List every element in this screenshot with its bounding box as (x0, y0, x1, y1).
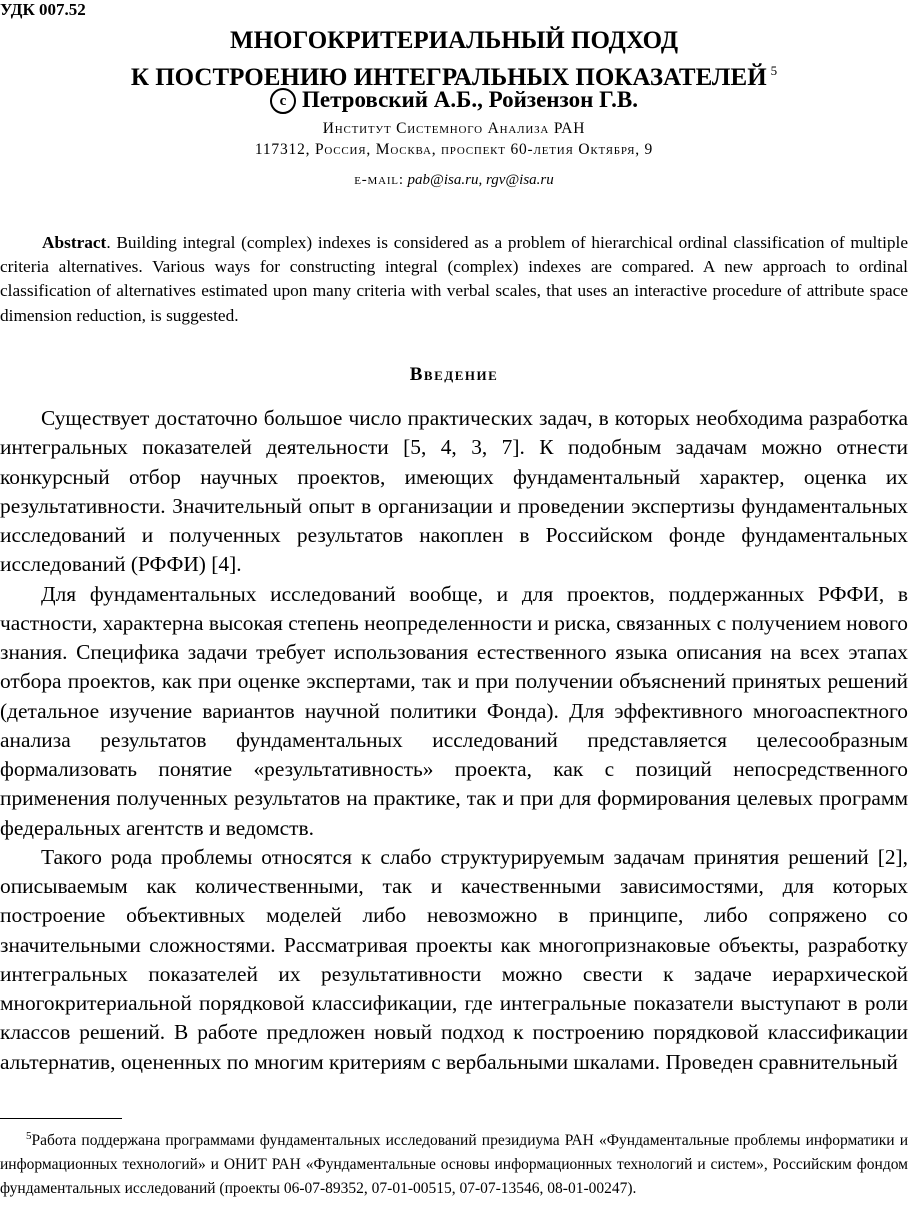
abstract-label: Abstract (42, 233, 107, 252)
section-heading: Введение (409, 364, 499, 385)
abstract-text: . Building integral (complex) indexes is considered as a problem of hierarchical ordinal classification of multiple criteria alternatives. Various ways for constructing integral (complex) indexes are compared. A new approach to ordinal classification of alternatives estimated upon many criteria with verbal scales, that uses an interactive procedure of attribute space dimension reduction, is suggested. (0, 233, 908, 325)
paragraph: Для фундаментальных исследований вообще, и для проектов, поддержанных РФФИ, в частности, характерна высокая степень неопределенности и риска, связанных с получением нового знания. Специфика задачи требует использования естественного языка описания на всех этапах отбора проектов, как при оценке экспертами, так и при получении объяснений принятых решений (детальное изучение вариантов научной политики Фонда). Для эффективного многоаспектного анализа результатов фундаментальных исследований представляется целесообразным формализовать понятие «результативность» проекта, как с позиций непосредственного применения полученных результатов на практике, так и при для формирования целевых программ федеральных агентств и ведомств. (0, 581, 908, 840)
paragraph: Такого рода проблемы относятся к слабо структурируемым задачам принятия решений [2], описываемым как количественными, так и качественными зависимостями, для которых построение объективных моделей либо невозможно в принципе, либо сопряжено со значительными сложностями. Рассматривая проекты как многопризнаковые объекты, разработку интегральных показателей их результативности можно свести к задаче иерархической многокритериальной порядковой классификации, где интегральные показатели выступают в роли классов решений. В работе предложен новый подход к построению порядковой классификации альтернатив, оцененных по многим критериям с вербальными шкалами. Проведен сравнительный (0, 844, 908, 1074)
footnote-divider (0, 1118, 122, 1119)
abstract (0, 231, 908, 328)
paper-title-line-1: МНОГОКРИТЕРИАЛЬНЫЙ ПОДХОД (229, 27, 679, 54)
email-line (0, 172, 908, 189)
paper-title-text: К ПОСТРОЕНИЮ ИНТЕГРАЛЬНЫХ ПОКАЗАТЕЛЕЙ (130, 64, 767, 91)
author-names: Петровский А.Б., Ройзензон Г.В. (301, 87, 639, 112)
copyright-icon: c (270, 88, 296, 114)
udc-code: УДК 007.52 (0, 0, 86, 19)
email-addresses: pab@isa.ru, rgv@isa.ru (407, 172, 554, 188)
email-label: e-mail: (354, 172, 404, 188)
authors-line (0, 87, 908, 114)
title-footnote-mark: 5 (770, 63, 778, 78)
footnote-text: Работа поддержана программами фундаментальных исследований президиума РАН «Фундаментальные проблемы информатики и информационных технологий» и ОНИТ РАН «Фундаментальные основы информационных технологий и систем», Российским фондом фундаментальных исследований (проекты 06-07-89352, 07-01-00515, 07-07-13546, 08-01-00247). (0, 1132, 908, 1197)
footnote-mark: 5 (26, 1130, 32, 1142)
body-text (0, 404, 908, 1077)
institute-name: Институт Системного Анализа РАН (322, 120, 586, 137)
institute-address: 117312, Россия, Москва, проспект 60-летия Октября, 9 (254, 141, 654, 158)
paragraph: Существует достаточно большое число практических задач, в которых необходима разработка интегральных показателей деятельности [5, 4, 3, 7]. К подобным задачам можно отнести конкурсный отбор научных проектов, имеющих фундаментальный характер, оценка их результативности. Значительный опыт в организации и проведении экспертизы фундаментальных исследований и полученных результатов накоплен в Российском фонде фундаментальных исследований (РФФИ) [4]. (0, 406, 908, 577)
footnote (0, 1124, 908, 1201)
